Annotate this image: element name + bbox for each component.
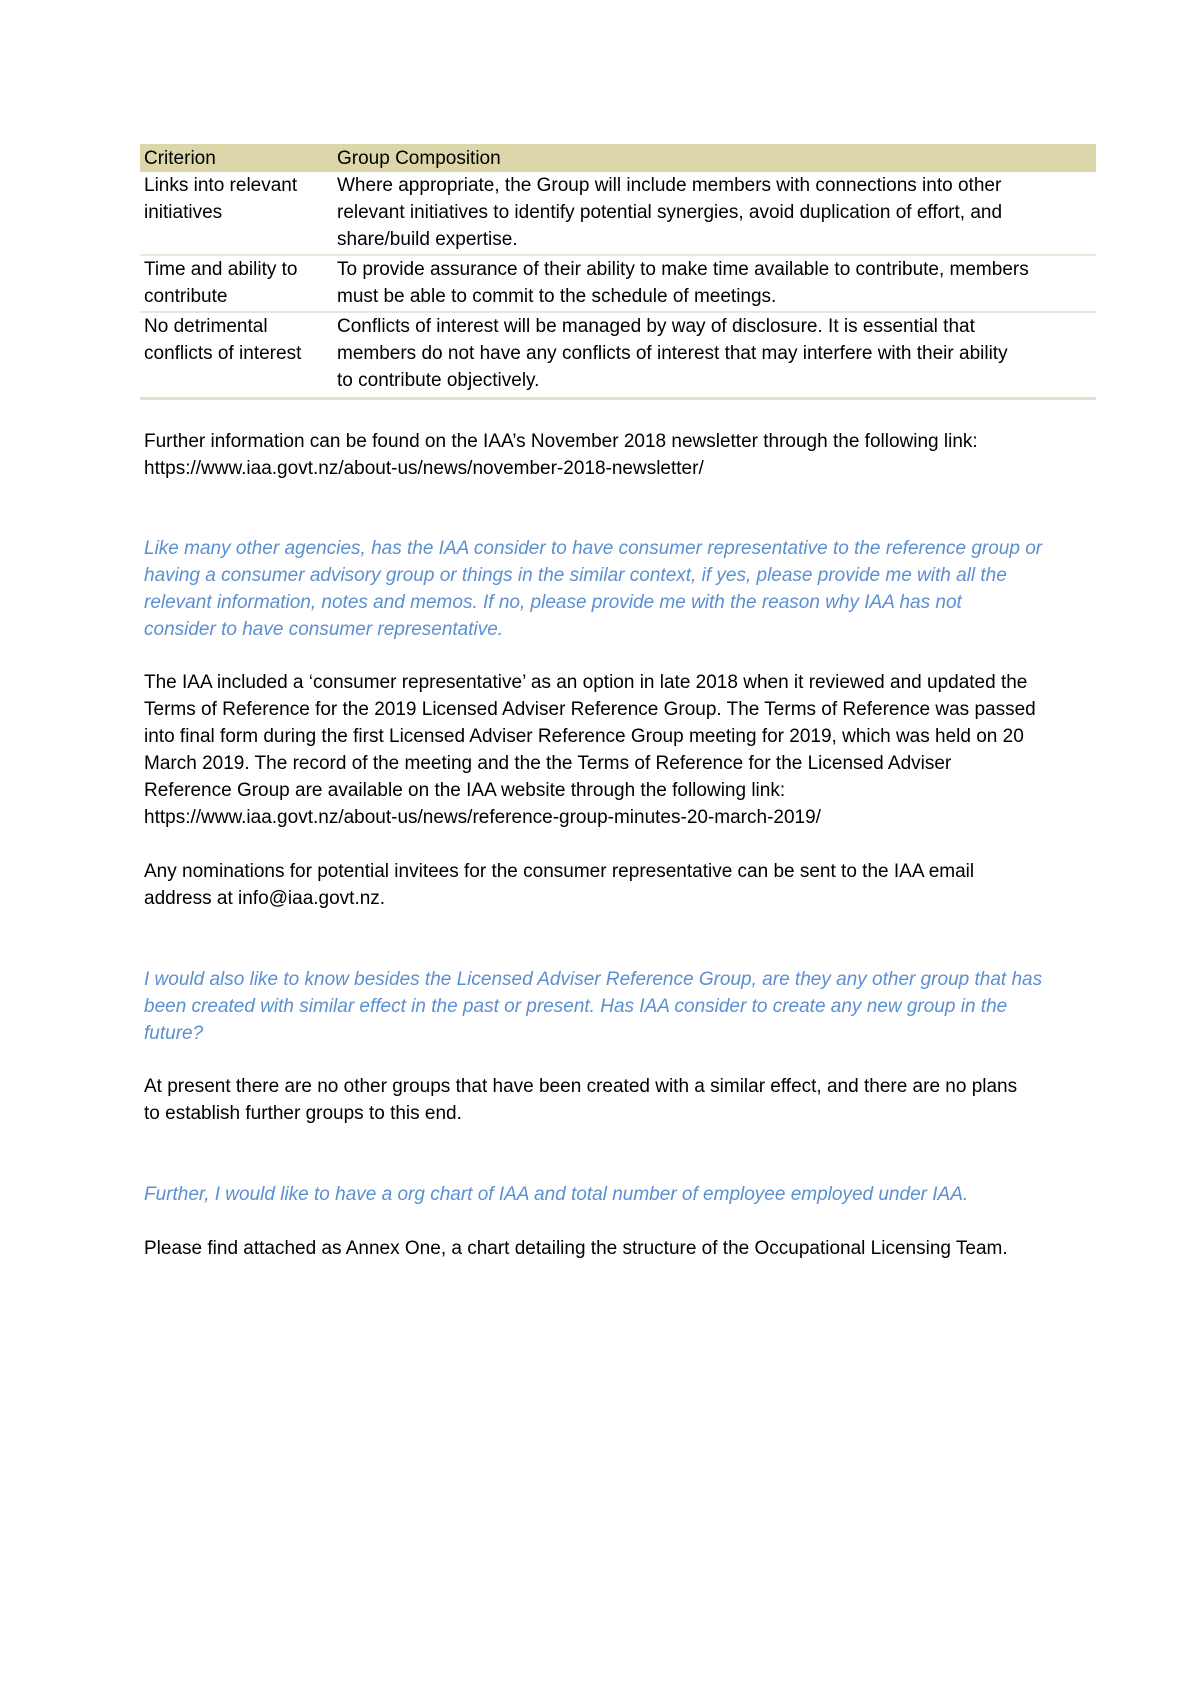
paragraph-line: to establish further groups to this end.	[144, 1103, 462, 1124]
minutes-link-text: https://www.iaa.govt.nz/about-us/news/reference-group-minutes-20-march-2019/	[144, 807, 821, 828]
cell-line: Time and ability to	[144, 259, 298, 280]
table-row	[140, 172, 1096, 255]
cell-line: No detrimental	[144, 316, 268, 337]
paragraph-line: into final form during the first Licensed Adviser Reference Group meeting for 2019, which was held on 20	[144, 726, 1024, 747]
paragraph-line: been created with similar effect in the past or present. Has IAA consider to create any new group in the	[144, 996, 1008, 1017]
table-row	[140, 312, 1096, 399]
cell-line: initiatives	[144, 202, 223, 223]
question-org-chart	[144, 1181, 1094, 1208]
header-criterion: Criterion	[140, 144, 333, 172]
cell-line: contribute	[144, 286, 228, 307]
paragraph-line: Further, I would like to have a org chart of IAA and total number of employee employed under IAA.	[144, 1184, 969, 1205]
email-address-text: address at info@iaa.govt.nz.	[144, 888, 386, 909]
composition-cell	[333, 255, 1096, 312]
question-other-groups	[144, 966, 1094, 1047]
criterion-cell	[140, 312, 333, 399]
composition-cell	[333, 172, 1096, 255]
criterion-cell	[140, 255, 333, 312]
cell-line: Where appropriate, the Group will include members with connections into other	[337, 175, 1002, 196]
paragraph-line: The IAA included a ‘consumer representative’ as an option in late 2018 when it reviewed and updated the	[144, 672, 1028, 693]
criteria-table	[140, 144, 1096, 400]
answer-other-groups	[144, 1073, 1094, 1127]
answer-org-chart	[144, 1235, 1094, 1262]
composition-cell	[333, 312, 1096, 399]
paragraph-line: Please find attached as Annex One, a chart detailing the structure of the Occupational Licensing Team.	[144, 1238, 1008, 1259]
paragraph-line: future?	[144, 1023, 204, 1044]
cell-line: conflicts of interest	[144, 343, 302, 364]
paragraph-line: Terms of Reference for the 2019 Licensed Adviser Reference Group. The Terms of Reference was passed	[144, 699, 1036, 720]
paragraph-line: relevant information, notes and memos. If no, please provide me with the reason why IAA has not	[144, 592, 962, 613]
table-header-row	[140, 144, 1096, 172]
header-group-composition: Group Composition	[333, 144, 1096, 172]
cell-line: Conflicts of interest will be managed by way of disclosure. It is essential that	[337, 316, 975, 337]
paragraph-line: consider to have consumer representative.	[144, 619, 504, 640]
cell-line: Links into relevant	[144, 175, 298, 196]
paragraph-line: having a consumer advisory group or things in the similar context, if yes, please provide me with all the	[144, 565, 1007, 586]
nominations-paragraph	[144, 858, 1094, 912]
cell-line: relevant initiatives to identify potential synergies, avoid duplication of effort, and	[337, 202, 1003, 223]
further-information-paragraph	[144, 428, 1094, 482]
paragraph-line: March 2019. The record of the meeting and the the Terms of Reference for the Licensed Adviser	[144, 753, 952, 774]
cell-line: To provide assurance of their ability to make time available to contribute, members	[337, 259, 1029, 280]
cell-line: share/build expertise.	[337, 229, 518, 250]
cell-line: must be able to commit to the schedule of meetings.	[337, 286, 777, 307]
paragraph-line: Reference Group are available on the IAA website through the following link:	[144, 780, 786, 801]
question-consumer-representative	[144, 535, 1094, 643]
paragraph-line: Any nominations for potential invitees for the consumer representative can be sent to the IAA email	[144, 861, 975, 882]
cell-line: to contribute objectively.	[337, 370, 540, 391]
cell-line: members do not have any conflicts of interest that may interfere with their ability	[337, 343, 1008, 364]
paragraph-line: Further information can be found on the IAA’s November 2018 newsletter through the following link:	[144, 431, 978, 452]
paragraph-line: I would also like to know besides the Licensed Adviser Reference Group, are they any other group that has	[144, 969, 1043, 990]
criterion-cell	[140, 172, 333, 255]
newsletter-link-text: https://www.iaa.govt.nz/about-us/news/november-2018-newsletter/	[144, 458, 704, 479]
answer-consumer-representative	[144, 669, 1094, 831]
table-row	[140, 255, 1096, 312]
paragraph-line: Like many other agencies, has the IAA consider to have consumer representative to the reference group or	[144, 538, 1043, 559]
paragraph-line: At present there are no other groups that have been created with a similar effect, and there are no plans	[144, 1076, 1018, 1097]
